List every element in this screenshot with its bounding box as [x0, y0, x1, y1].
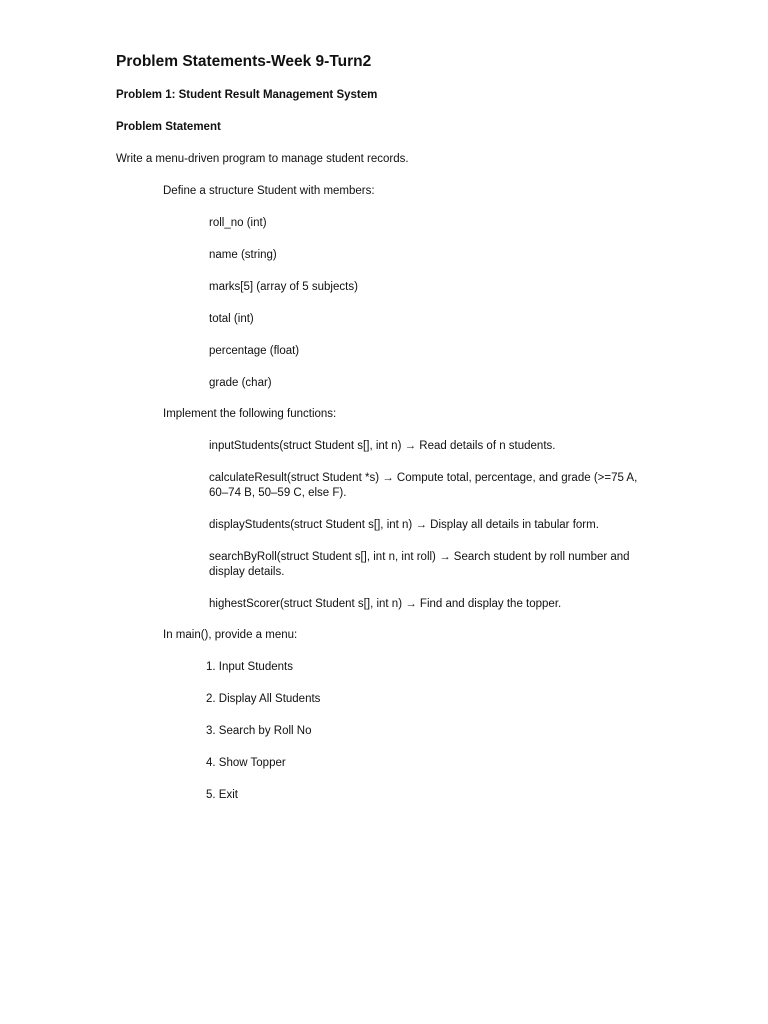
- function-item: highestScorer(struct Student s[], int n) → Find and display the topper.: [209, 598, 562, 610]
- function-item: searchByRoll(struct Student s[], int n, int roll) → Search student by roll number and display details.: [209, 551, 630, 578]
- member-item: name (string): [209, 249, 277, 261]
- member-item: marks[5] (array of 5 subjects): [209, 281, 358, 293]
- document-title: Problem Statements-Week 9-Turn2: [116, 53, 372, 70]
- function-item: inputStudents(struct Student s[], int n) → Read details of n students.: [209, 440, 556, 452]
- problem-heading: Problem 1: Student Result Management System: [116, 89, 378, 101]
- member-item: total (int): [209, 313, 254, 325]
- intro-text: Write a menu-driven program to manage student records.: [116, 153, 409, 165]
- function-item: calculateResult(struct Student *s) → Compute total, percentage, and grade (>=75 A, 60–74 B, 50–59 C, else F).: [209, 472, 638, 499]
- menu-item: 5. Exit: [206, 789, 238, 801]
- function-item: displayStudents(struct Student s[], int n) → Display all details in tabular form.: [209, 519, 599, 531]
- menu-item: 1. Input Students: [206, 661, 293, 673]
- menu-item: 3. Search by Roll No: [206, 725, 312, 737]
- structure-intro: Define a structure Student with members:: [163, 185, 375, 197]
- functions-intro: Implement the following functions:: [163, 408, 337, 420]
- member-item: percentage (float): [209, 345, 300, 357]
- menu-item: 4. Show Topper: [206, 757, 286, 769]
- member-item: grade (char): [209, 377, 272, 389]
- menu-item: 2. Display All Students: [206, 693, 321, 705]
- statement-heading: Problem Statement: [116, 121, 221, 133]
- menu-intro: In main(), provide a menu:: [163, 629, 298, 641]
- member-item: roll_no (int): [209, 217, 267, 229]
